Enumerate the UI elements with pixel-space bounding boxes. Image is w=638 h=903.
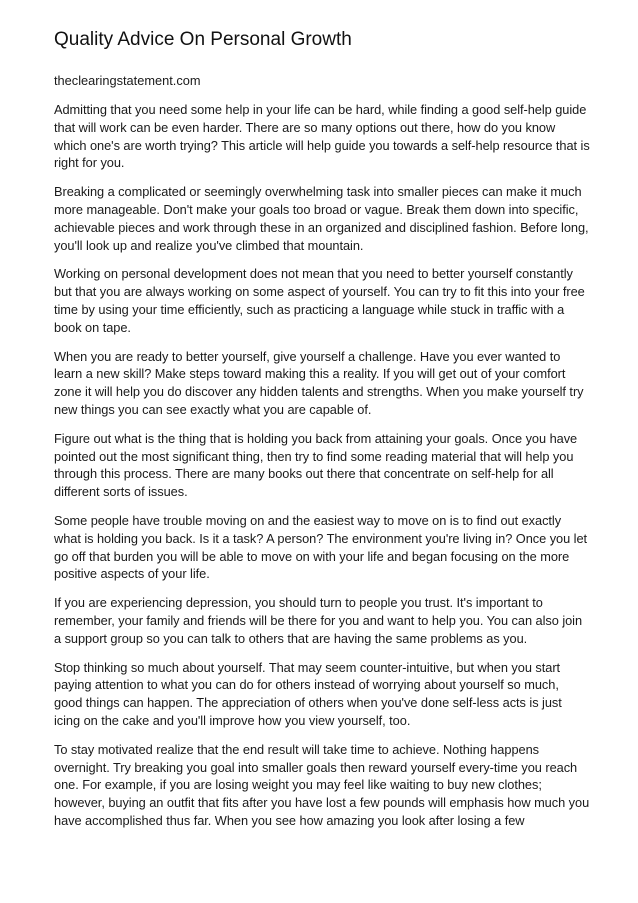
- paragraph-1: Admitting that you need some help in your life can be hard, while finding a good self-help guide that will work can be even harder. There are so many options out there, how do you know which one's are worth trying? This article will help guide you towards a self-help resource that is right for you.: [54, 102, 590, 171]
- paragraph-9: To stay motivated realize that the end result will take time to achieve. Nothing happens overnight. Try breaking you goal into smaller goals then reward yourself every-time you reach one. For example, if you are losing weight you may feel like waiting to buy new clothes; however, buying an outfit that fits after you have lost a few pounds will emphasis how much you have accomplished thus far. When you see how amazing you look after losing a few: [54, 741, 590, 828]
- paragraph-2: Breaking a complicated or seemingly overwhelming task into smaller pieces can make it much more manageable. Don't make your goals too broad or vague. Break them down into specific, achievable pieces and work through these in an organized and disciplined fashion. Before long, you'll look up and realize you've climbed that mountain.: [54, 184, 589, 253]
- paragraph-5: Figure out what is the thing that is holding you back from attaining your goals. Once you have pointed out the most significant thing, then try to find some reading material that will help you through this process. There are many books out there that concentrate on self-help for all different sorts of issues.: [54, 430, 578, 500]
- page-title: Quality Advice On Personal Growth: [54, 29, 352, 50]
- paragraph-4: When you are ready to better yourself, give yourself a challenge. Have you ever wanted to learn a new skill? Make steps toward making this a reality. If you will get out of your comfort zone it will help you do discover any hidden talents and strengths. When you make yourself try new things you can see exactly what you are capable of.: [54, 348, 584, 417]
- source-domain: theclearingstatement.com: [54, 73, 201, 88]
- paragraph-3: Working on personal development does not mean that you need to better yourself constantly but that you are always working on some aspect of yourself. You can try to fit this into your free time by using your time efficiently, such as practicing a language while stuck in traffic with a book on tape.: [54, 266, 585, 335]
- paragraph-7: If you are experiencing depression, you should turn to people you trust. It's important to remember, your family and friends will be there for you and want to help you. You can also join a support group so you can talk to others that are having the same problems as you.: [54, 595, 583, 646]
- paragraph-6: Some people have trouble moving on and the easiest way to move on is to find out exactly what is holding you back. Is it a task? A person? The environment you're living in? Once you let go off that burden you will be able to move on with your life and began focusing on the more positive aspects of your life.: [54, 512, 588, 582]
- paragraph-8: Stop thinking so much about yourself. That may seem counter-intuitive, but when you start paying attention to what you can do for others instead of worrying about yourself so much, good things can happen. The appreciation of others when you've done self-less acts is just icing on the cake and you'll improve how you view yourself, too.: [54, 659, 562, 728]
- document-page: [54, 28, 590, 841]
